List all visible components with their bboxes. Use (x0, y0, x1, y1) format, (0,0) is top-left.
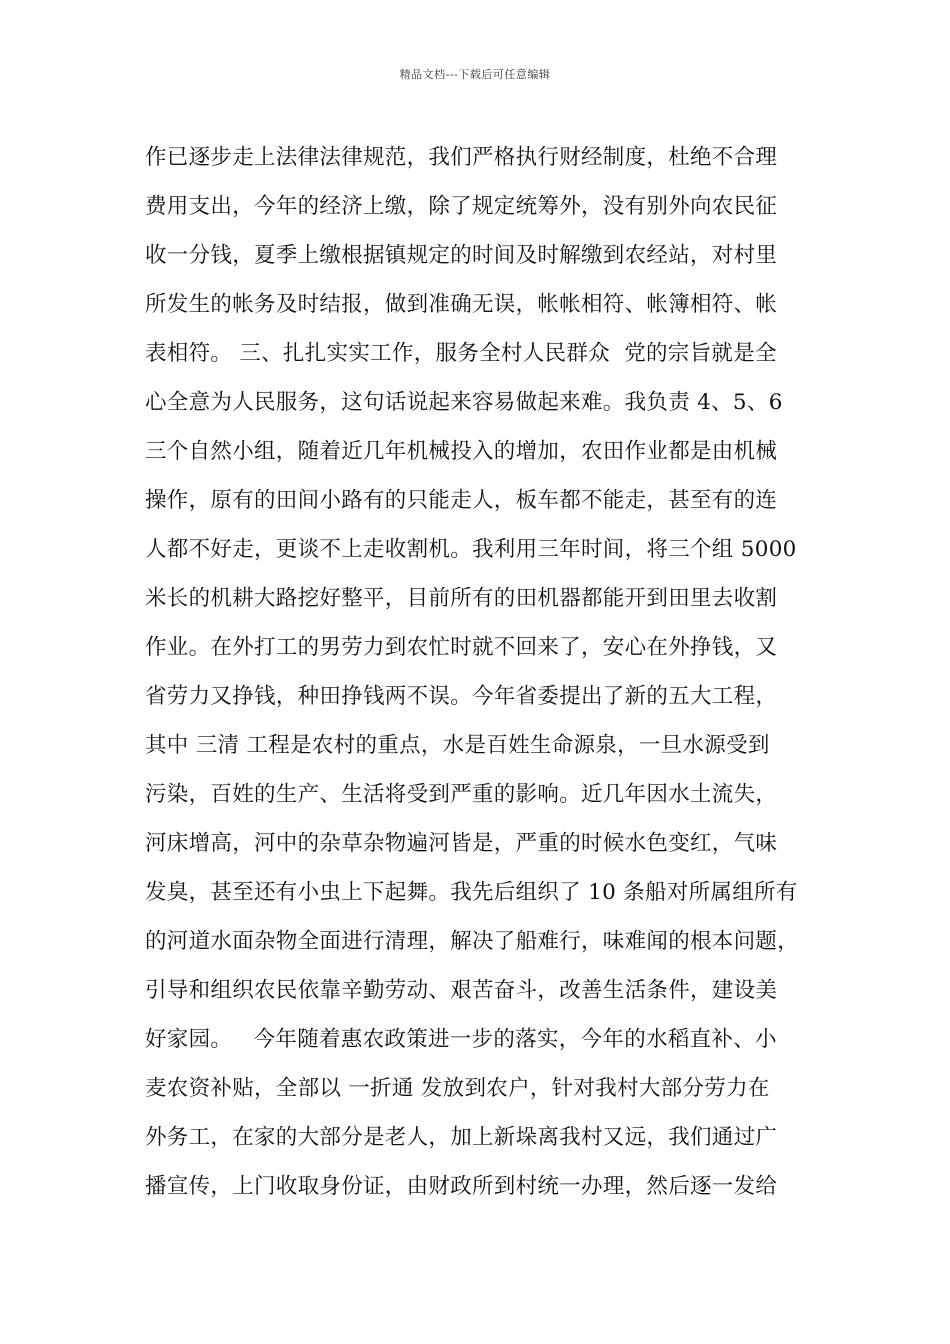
body-line: 三个自然小组，随着近几年机械投入的增加，农田作业都是由机械 (145, 439, 778, 464)
body-line: 作业。在外打工的男劳力到农忙时就不回来了，安心在外挣钱，又 (145, 635, 778, 660)
body-line: 河床增高，河中的杂草杂物遍河皆是，严重的时候水色变红，气味 (145, 831, 778, 856)
body-line: 费用支出，今年的经济上缴，除了规定统筹外，没有别外向农民征 (145, 194, 778, 219)
body-line: 的河道水面杂物全面进行清理，解决了船难行，味难闻的根本问题， (145, 929, 800, 954)
document-body (145, 133, 835, 1211)
body-line: 其中 三清 工程是农村的重点，水是百姓生命源泉，一旦水源受到 (145, 733, 770, 758)
body-line: 污染，百姓的生产、生活将受到严重的影响。近几年因水土流失， (145, 782, 778, 807)
body-line: 作已逐步走上法律法律规范，我们严格执行财经制度，杜绝不合理 (145, 145, 778, 170)
body-line: 操作，原有的田间小路有的只能走人，板车都不能走，甚至有的连 (145, 488, 778, 513)
body-line: 好家园。 今年随着惠农政策进一步的落实，今年的水稻直补、小 (145, 1027, 777, 1052)
body-line: 引导和组织农民依靠辛勤劳动、艰苦奋斗，改善生活条件，建设美 (145, 978, 778, 1003)
body-line: 心全意为人民服务，这句话说起来容易做起来难。我负责 4、5、6 (145, 390, 783, 415)
body-line: 收一分钱，夏季上缴根据镇规定的时间及时解缴到农经站，对村里 (145, 243, 778, 268)
body-line: 米长的机耕大路挖好整平，目前所有的田机器都能开到田里去收割 (145, 586, 778, 611)
body-line: 播宣传，上门收取身份证，由财政所到村统一办理，然后逐一发给 (145, 1174, 778, 1199)
body-line: 麦农资补贴，全部以 一折通 发放到农户，针对我村大部分劳力在 (145, 1076, 770, 1101)
page-header: 精品文档---下载后可任意编辑 (399, 68, 551, 81)
body-line: 外务工，在家的大部分是老人，加上新垛离我村又远，我们通过广 (145, 1125, 778, 1150)
body-line: 发臭，甚至还有小虫上下起舞。我先后组织了 10 条船对所属组所有 (145, 880, 798, 905)
body-line: 省劳力又挣钱，种田挣钱两不误。今年省委提出了新的五大工程， (145, 684, 778, 709)
body-line: 所发生的帐务及时结报，做到准确无误，帐帐相符、帐簿相符、帐 (145, 292, 778, 317)
body-line: 表相符。 三、扎扎实实工作，服务全村人民群众 党的宗旨就是全 (145, 341, 777, 366)
body-line: 人都不好走，更谈不上走收割机。我利用三年时间，将三个组 5000 (145, 537, 797, 562)
